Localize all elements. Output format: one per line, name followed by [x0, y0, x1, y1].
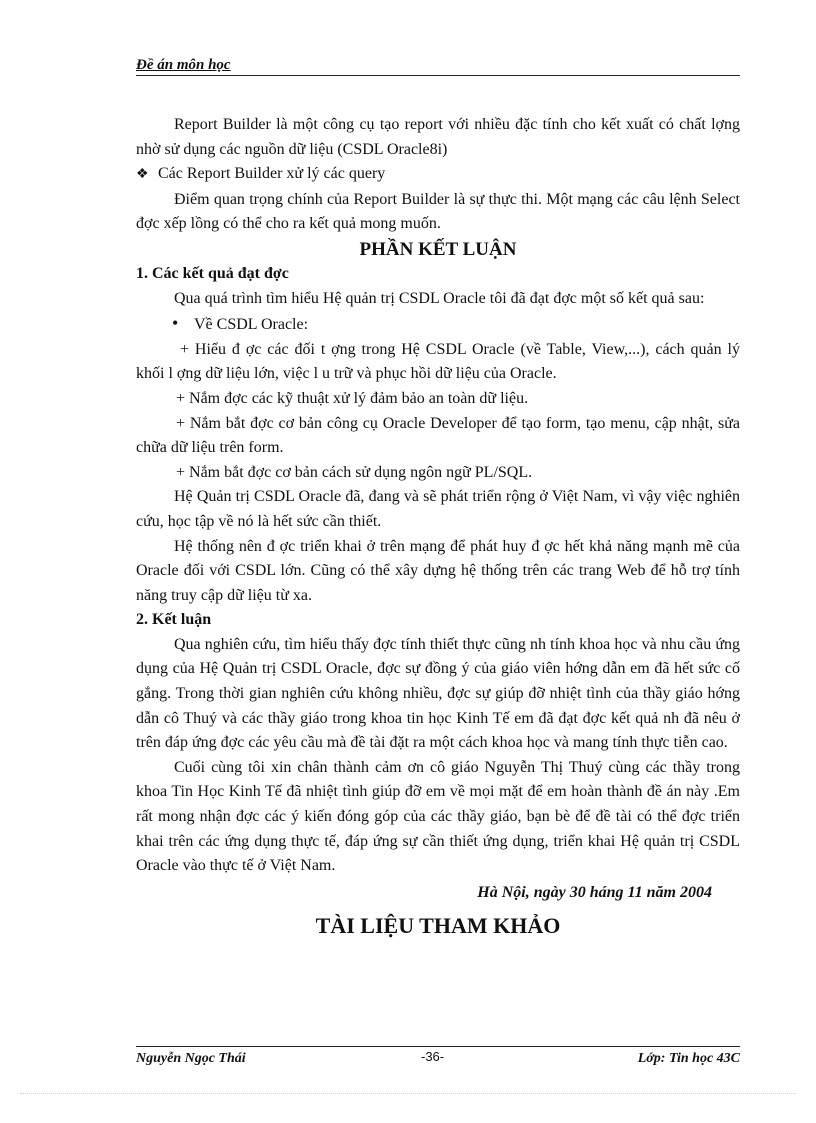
footer-author: Nguyễn Ngọc Thái	[136, 1051, 246, 1066]
heading-conclusion: 2. Kết luận	[136, 611, 212, 629]
header-title: Đề án môn học	[136, 57, 231, 73]
page-body	[136, 113, 740, 941]
list-item	[136, 162, 740, 188]
list-item-text: Các Report Builder xử lý các query	[158, 165, 386, 183]
paragraph-development: Hệ Quản trị CSDL Oracle đã, đang và sẽ phát triển rộng ở Việt Nam, vì vậy việc nghiên cứu, học tập về nó là hết sức cần thiết.	[136, 488, 740, 530]
diamond-bullet-icon: ❖	[136, 167, 149, 183]
paragraph-deployment: Hệ thống nên đ ợc triển khai ở trên mạng để phát huy đ ợc hết khả năng mạnh mẽ của Oracle đối với CSDL lớn. Cũng có thể xây dựng hệ thống trên các trang Web để hỗ trợ tính năng truy cập dữ liệu từ xa.	[136, 537, 740, 604]
section-title: PHẦN KẾT LUẬN	[359, 238, 517, 260]
page-footer	[136, 1046, 740, 1067]
paragraph-thanks: Cuối cùng tôi xin chân thành cảm ơn cô giáo Nguyễn Thị Thuý cùng các thầy trong khoa Tin Học Kinh Tế đã nhiệt tình giúp đỡ em về mọi mặt để em hoàn thành đề án này .Em rất mong nhận đợc các ý kiến đóng góp của các thầy giáo, bạn bè để đề tài có thể đợc triển khai trên các ứng dụng thực tế, đáp ứng sự cần thiết ứng dụng, triển khai Hệ quản trị CSDL Oracle vào thực tế ở Việt Nam.	[136, 758, 740, 875]
paragraph-results-intro: Qua quá trình tìm hiểu Hệ quản trị CSDL Oracle tôi đã đạt đợc một số kết quả sau:	[174, 289, 705, 307]
result-item: + Hiểu đ ợc các đối t ợng trong Hệ CSDL Oracle (về Table, View,...), cách quản lý khối l ợng dữ liệu lớn, việc l u trữ và phục hồi dữ liệu của Oracle.	[136, 340, 740, 383]
dot-bullet-icon: •	[172, 313, 179, 334]
list-item	[136, 311, 740, 338]
result-item: + Nắm bắt đợc cơ bản công cụ Oracle Developer để tạo form, tạo menu, cập nhật, sửa chữa dữ liệu trên form.	[136, 414, 740, 457]
page-edge-divider	[20, 1093, 796, 1094]
page-header	[136, 58, 740, 76]
paragraph-conclusion: Qua nghiên cứu, tìm hiểu thấy đợc tính thiết thực cũng nh tính khoa học và nhu cầu ứng dụng của Hệ Quản trị CSDL Oracle, đợc sự đồng ý của giáo viên hớng dẫn em đã hết sức cố gắng. Trong thời gian nghiên cứu không nhiều, đợc sự giúp đỡ nhiệt tình của thầy giáo hớng dẫn cô Thuý và các thầy giáo trong khoa tin học Kinh Tế em đã đạt đợc kết quả nh đã nêu ở trên đáp ứng đợc các yêu cầu mà đề tài đặt ra một cách khoa học và mang tính thực tiễn cao.	[136, 635, 740, 752]
paragraph-execution: Điểm quan trọng chính của Report Builder là sự thực thi. Một mạng các câu lệnh Select đợc xếp lồng có thể cho ra kết quả mong muốn.	[136, 190, 740, 233]
result-item: + Nắm bắt đợc cơ bản cách sử dụng ngôn ngữ PL/SQL.	[176, 463, 533, 481]
references-title: TÀI LIỆU THAM KHẢO	[315, 913, 561, 939]
page-number: -36-	[421, 1049, 445, 1064]
signature-date: Hà Nội, ngày 30 háng 11 năm 2004	[477, 883, 712, 901]
footer-class: Lớp: Tin học 43C	[637, 1051, 740, 1066]
paragraph-report-builder: Report Builder là một công cụ tạo report với nhiều đặc tính cho kết xuất có chất lợng nhờ sử dụng các nguồn dữ liệu (CSDL Oracle8i)	[136, 116, 740, 158]
list-item-text: Về CSDL Oracle:	[194, 316, 309, 334]
result-item: + Nắm đợc các kỹ thuật xử lý đảm bảo an toàn dữ liệu.	[176, 389, 529, 407]
heading-results: 1. Các kết quả đạt đợc	[136, 264, 289, 282]
